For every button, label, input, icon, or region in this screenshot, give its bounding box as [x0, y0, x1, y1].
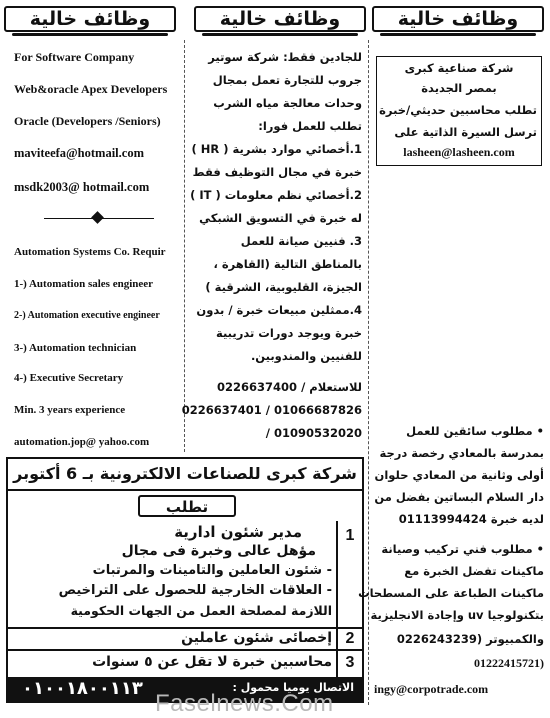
- mid-line: 1.أخصائي موارد بشرية ( HR ): [191, 142, 362, 156]
- mid-phone-line: 01090532020 /: [265, 426, 362, 440]
- boxed-ad-line: شركة صناعية كبرى: [404, 61, 514, 75]
- separator-diamond: [91, 211, 104, 224]
- left-line: 3-) Automation technician: [14, 342, 137, 354]
- item-line: - العلاقات الخارجية للحصول على التراخيص: [58, 583, 332, 598]
- ad3-line: ماكينات الطباعة على المسطحات: [358, 586, 544, 600]
- header-middle-text: وظائف خالية: [219, 8, 341, 30]
- ad2-line: • مطلوب سائقين للعمل: [406, 424, 544, 438]
- boxed-ad-line: تطلب محاسبين حديثي/خبرة: [379, 103, 537, 117]
- ad2-line: لديه خبرة 01113994424: [398, 512, 544, 526]
- middle-column: [181, 44, 362, 454]
- divider-right: [368, 40, 369, 705]
- ad2-line: بمدرسة بالمعادي رخصة درجة: [379, 446, 544, 460]
- ad3-line: والكمبيوتر (0226243239: [396, 632, 544, 646]
- mid-line: للفنيين والمندوبين.: [250, 349, 362, 363]
- mid-line: الجيزة، القليوبية، الشرقية ): [205, 280, 362, 294]
- item-line: - شئون العاملين والتامينات والمرتبات: [92, 563, 332, 578]
- mid-line: للجادين فقط: شركة سوتير: [208, 50, 362, 64]
- ad3-email: ingy@corpotrade.com: [374, 682, 489, 696]
- big-ad-title: شركة كبرى للصناعات الالكترونية بـ 6 أكتوبر: [8, 459, 362, 491]
- mid-line: خبرة ويوجد دورات تدريبية: [216, 326, 362, 340]
- item-line: محاسبين خبرة لا تقل عن ٥ سنوات: [92, 654, 332, 670]
- big-ad-request: تطلب: [138, 495, 236, 517]
- mid-line: 4.ممثلين مبيعات خبرة / بدون: [196, 303, 362, 317]
- mid-line: له خبرة في التسويق الشبكي: [199, 211, 362, 225]
- mid-phone-line: للاستعلام / 0226637400: [217, 380, 362, 394]
- left-email: automation.jop@ yahoo.com: [14, 436, 150, 448]
- left-line: Automation Systems Co. Requir: [14, 246, 166, 258]
- ad2-line: دار السلام البساتين بفضل من: [374, 490, 544, 504]
- left-line: Web&oracle Apex Developers: [14, 82, 168, 96]
- item-number: 2: [336, 629, 362, 649]
- boxed-ad-line: بمصر الجديدة: [421, 81, 497, 95]
- watermark: Faselnews.Com: [155, 690, 334, 717]
- item-line: إخصائى شئون عاملين: [181, 630, 332, 646]
- header-left: [4, 6, 176, 32]
- big-ad-item-3: [8, 651, 362, 677]
- header-middle: [194, 6, 366, 32]
- boxed-ad-line: ترسل السيرة الذاتية على: [394, 125, 537, 139]
- mid-line: تطلب للعمل فورا:: [258, 119, 362, 133]
- mid-phone-line: 01066687826 / 0226637401: [181, 403, 362, 417]
- item-line: مدير شئون ادارية: [174, 523, 302, 541]
- header-right: [372, 6, 544, 32]
- ad3-phone: 01222415721): [474, 656, 544, 670]
- mid-line: خبرة في مجال التوظيف فقط: [192, 165, 362, 179]
- header-left-text: وظائف خالية: [29, 8, 151, 30]
- ad2-line: أولى وثانية من المعادي حلوان: [374, 468, 544, 482]
- ad3-line: ماكينات تفضل الخبرة مع: [404, 564, 544, 578]
- mid-line: وحدات معالجة مياه الشرب: [213, 96, 362, 110]
- item-line: مؤهل عالى وخبرة فى مجال: [121, 543, 316, 559]
- ad3-line: بتكنولوجيا uv وإجادة الانجليزية: [370, 608, 544, 622]
- mid-line: 3. فنيين صيانة للعمل: [240, 234, 362, 248]
- header-right-text: وظائف خالية: [397, 8, 519, 30]
- mid-line: 2.أخصائي نظم معلومات ( IT ): [190, 188, 362, 202]
- big-ad: [6, 457, 364, 703]
- left-email: maviteefa@hotmail.com: [14, 146, 144, 160]
- footer-phone: ٠١٠٠١٨٠٠١١٣: [22, 678, 143, 699]
- mid-line: جروب للتجارة تعمل بمجال: [212, 73, 362, 87]
- boxed-ad-email: lasheen@lasheen.com: [403, 145, 515, 159]
- item-number: 3: [336, 651, 362, 677]
- left-line: 4-) Executive Secretary: [14, 372, 124, 384]
- ad3-line: • مطلوب فني تركيب وصيانة: [381, 542, 544, 556]
- big-ad-item-1: [8, 521, 362, 629]
- item-line: اللازمة لمصلحة العمل من الجهات الحكومية: [70, 603, 332, 618]
- left-email: msdk2003@ hotmail.com: [14, 180, 150, 194]
- right-column: [358, 44, 544, 704]
- left-line: 2-) Automation executive engineer: [14, 310, 160, 321]
- left-line: Oracle (Developers /Seniors): [14, 114, 161, 128]
- big-ad-item-2: [8, 629, 362, 651]
- left-line: 1-) Automation sales engineer: [14, 278, 154, 290]
- left-line: Min. 3 years experience: [14, 404, 126, 416]
- left-line: For Software Company: [14, 50, 135, 64]
- mid-line: بالمناطق التالية (القاهرة ،: [213, 257, 362, 271]
- footer-label: الاتصال يوميا محمول :: [232, 681, 354, 694]
- item-number: 1: [336, 521, 362, 627]
- divider-left: [184, 40, 185, 452]
- boxed-ad: [376, 56, 542, 166]
- left-column: [14, 44, 182, 454]
